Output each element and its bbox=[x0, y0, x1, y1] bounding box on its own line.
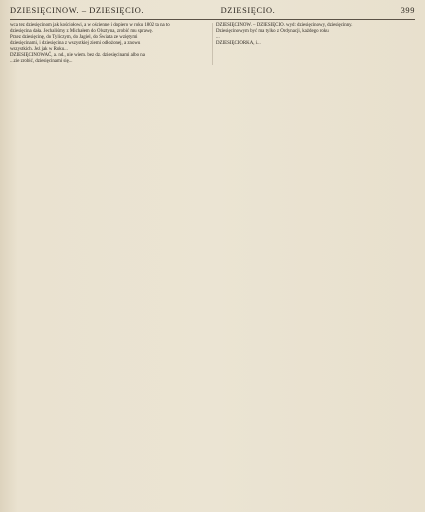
dictionary-entry-paragraph: dziesięcina dała. Jechaliśmy z Michałem do Olsztyna, zrobić mu sprawę. bbox=[10, 28, 153, 34]
header-rule bbox=[10, 19, 415, 20]
dictionary-entry-paragraph: wszystkich. Jeż jak w Roku... bbox=[10, 46, 68, 52]
running-header bbox=[10, 6, 415, 18]
header-right: DZIESIĘCIO. bbox=[220, 6, 276, 15]
dictionary-entry-paragraph: DZIESIĘCINOWAĆ, a. nd., nie wiem. bez dz. dziesięcinami albo na bbox=[10, 52, 145, 58]
dictionary-entry-paragraph: wca tez dziesięcinom jak kościołowi, a w ościenne i dopiero w roku 1802 ta na to bbox=[10, 23, 170, 28]
header-left: DZIESIĘCINOW. – DZIESIĘCIO. bbox=[10, 6, 145, 15]
dictionary-entry-paragraph: DZIESIĘCINOW. – DZIESIĘCIO. wyd: dziesięcinowy, dziesięcinny. bbox=[216, 23, 353, 28]
dictionary-entry-paragraph: ...zie zrobić, dziesięcinami się... bbox=[10, 58, 73, 64]
left-column bbox=[10, 23, 209, 65]
header-right-group bbox=[221, 6, 415, 15]
dictionary-entry-paragraph: DZIESIĘCIORKA, i... bbox=[216, 40, 261, 46]
dictionary-entry-paragraph: ... bbox=[216, 34, 220, 40]
column-divider bbox=[212, 23, 213, 65]
dictionary-entry-paragraph: Dziesięcinowym być ma tylko z Ordynacji, każdego roku bbox=[216, 28, 329, 34]
dictionary-entry-paragraph: Przez dziesięcinę, do Tyliczym, do Jagiel, do Świata ze wziętymi bbox=[10, 34, 138, 40]
dictionary-entry-paragraph: dziesięcinami, i dziesięcina z wszystkiej ziemi odłożonej, a znowu bbox=[10, 40, 141, 46]
text-columns bbox=[10, 23, 415, 65]
page-number: 399 bbox=[400, 6, 415, 15]
right-column bbox=[216, 23, 415, 65]
